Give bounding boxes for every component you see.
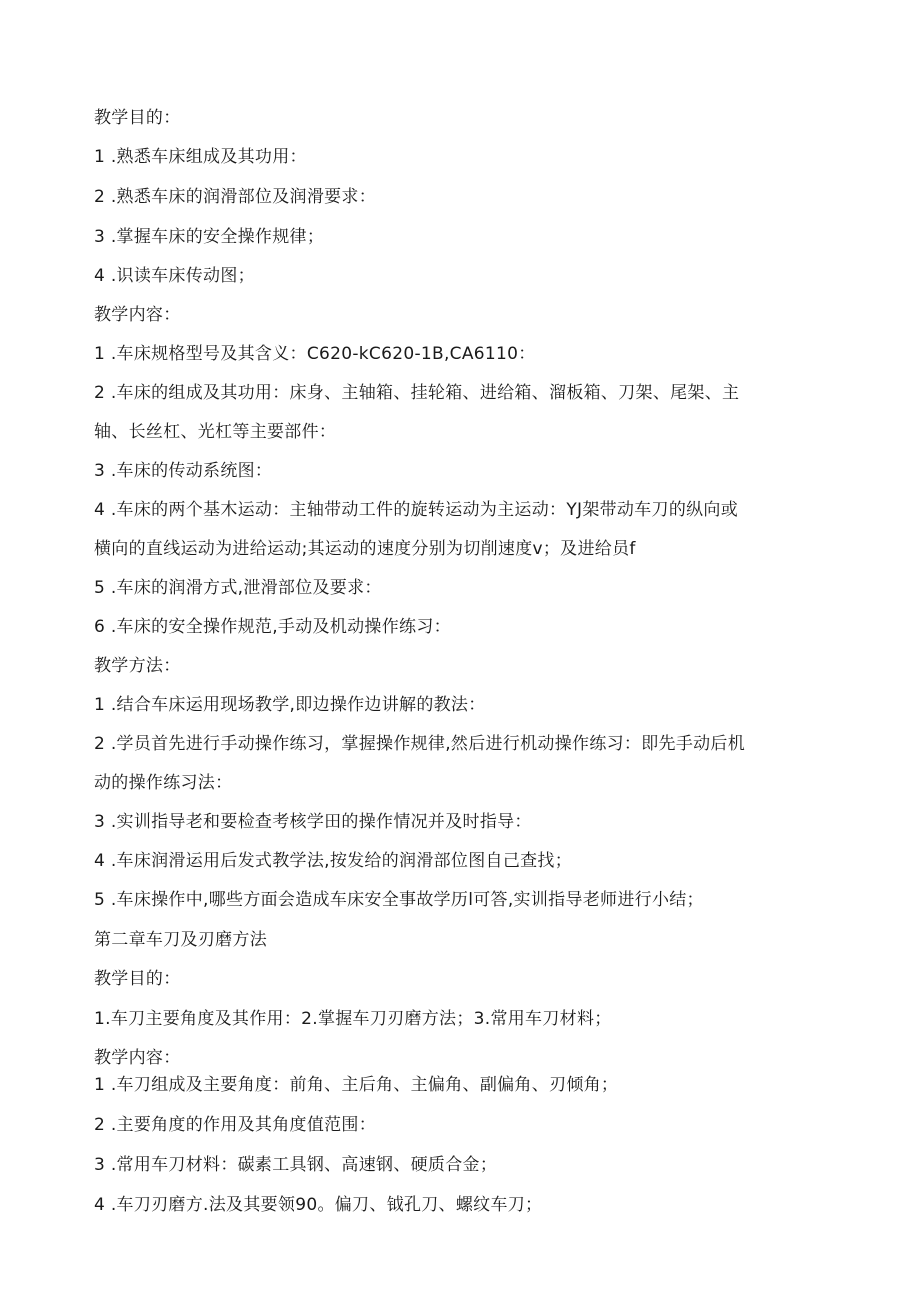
- list-item: 2 .主要角度的作用及其角度值范围：: [94, 1115, 377, 1135]
- chapter-title: 第二章车刀及刃磨方法: [94, 930, 267, 950]
- list-item: 5 .车床的润滑方式,泄滑部位及要求：: [94, 578, 382, 598]
- list-item: 3 .车床的传动系统图：: [94, 461, 273, 481]
- section-heading-teaching-content: 教学内容：: [94, 1048, 181, 1068]
- list-item: 3 .常用车刀材料：碳素工具钢、高速钢、硬质合金；: [94, 1155, 498, 1175]
- section-heading-teaching-method: 教学方法：: [94, 656, 181, 676]
- list-item: 4 .车床润滑运用后发式教学法,按发给的润滑部位图自己查找；: [94, 851, 573, 871]
- list-item: 4 .识读车床传动图；: [94, 266, 255, 286]
- section-heading-teaching-objective: 教学目的：: [94, 969, 181, 989]
- list-item: 1.车刀主要角度及其作用：2.掌握车刀刃磨方法；3.常用车刀材料；: [94, 1009, 612, 1029]
- list-item: 3 .实训指导老和要检查考核学田的操作情况并及时指导：: [94, 812, 532, 832]
- list-item-continuation: 轴、长丝杠、光杠等主要部件：: [94, 422, 337, 442]
- list-item: 4 .车刀刃磨方.法及其要领90。偏刀、钺孔刀、螺纹车刀；: [94, 1195, 543, 1215]
- list-item-continuation: 横向的直线运动为进给运动;其运动的速度分别为切削速度v；及进给员f: [94, 539, 636, 559]
- list-item: 3 .掌握车床的安全操作规律；: [94, 227, 325, 247]
- list-item: 1 .车刀组成及主要角度：前角、主后角、主偏角、副偏角、刃倾角；: [94, 1075, 619, 1095]
- list-item: 2 .学员首先进行手动操作练习，掌握操作规律,然后进行机动操作练习：即先手动后机: [94, 734, 746, 754]
- list-item: 1 .车床规格型号及其含义：C620-kC620-1B,CA6110：: [94, 344, 536, 364]
- section-heading-teaching-content: 教学内容：: [94, 305, 181, 325]
- list-item: 5 .车床操作中,哪些方面会造成车床安全事故学历l可答,实训指导老师进行小结；: [94, 890, 704, 910]
- list-item: 1 .结合车床运用现场教学,即边操作边讲解的教法：: [94, 695, 486, 715]
- list-item-continuation: 动的操作练习法：: [94, 773, 233, 793]
- list-item: 6 .车床的安全操作规范,手动及机动操作练习：: [94, 617, 451, 637]
- list-item: 1 .熟悉车床组成及其功用：: [94, 147, 307, 167]
- section-heading-teaching-objective: 教学目的：: [94, 108, 181, 128]
- list-item: 2 .熟悉车床的润滑部位及润滑要求：: [94, 187, 377, 207]
- list-item: 2 .车床的组成及其功用：床身、主轴箱、挂轮箱、进给箱、溜板箱、刀架、尾架、主: [94, 383, 740, 403]
- list-item: 4 .车床的两个基木运动：主轴带动工件的旋转运动为主运动：YJ架带动车刀的纵向或: [94, 500, 739, 520]
